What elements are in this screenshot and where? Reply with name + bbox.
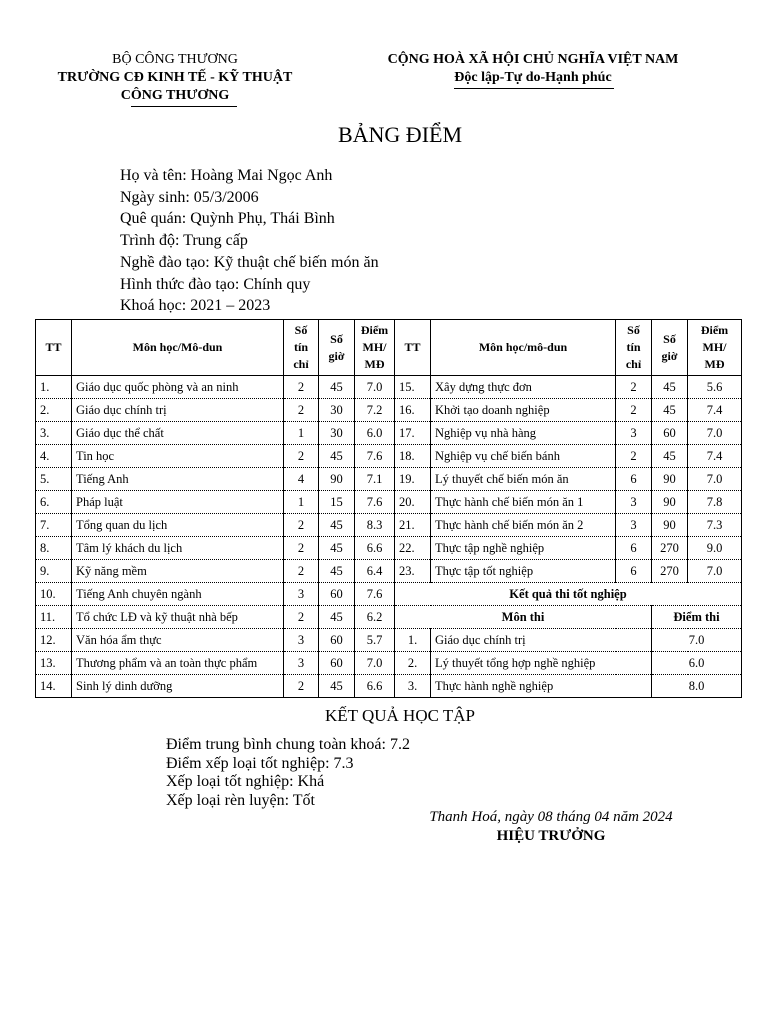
credits-cell: 2 [616, 376, 652, 399]
credits-cell: 2 [284, 514, 319, 537]
score-cell: 6.4 [355, 560, 395, 583]
school-underline [131, 106, 238, 107]
table-row [36, 560, 742, 583]
school-header [20, 51, 330, 105]
hours-cell: 45 [319, 606, 355, 629]
exam-score: 7.0 [652, 629, 742, 652]
score-cell: 5.6 [688, 376, 742, 399]
graduation-col-subject: Môn thi [395, 606, 652, 629]
header-tt-left: TT [36, 320, 72, 376]
credits-cell: 2 [616, 399, 652, 422]
gpa-line: Điểm trung bình chung toàn khoá: 7.2 [166, 736, 410, 753]
credits-cell: 3 [284, 583, 319, 606]
subject-name: Giáo dục quốc phòng và an ninh [72, 376, 284, 399]
subject-name: Thực tập nghề nghiệp [431, 537, 616, 560]
credits-cell: 2 [284, 537, 319, 560]
score-cell: 7.4 [688, 399, 742, 422]
exam-number: 2. [395, 652, 431, 675]
credits-cell: 6 [616, 468, 652, 491]
header-credits-right: Số tín chỉ [616, 320, 652, 376]
score-cell: 6.6 [355, 537, 395, 560]
school-name-line2-label: CÔNG THƯƠNG [120, 88, 230, 103]
hours-cell: 45 [319, 560, 355, 583]
header-score-left: Điểm MH/ MĐ [355, 320, 395, 376]
credits-cell: 1 [284, 491, 319, 514]
graduation-col-score: Điểm thi [652, 606, 742, 629]
row-number: 16. [395, 399, 431, 422]
header-subject-left: Môn học/Mô-dun [72, 320, 284, 376]
header-credits-left: Số tín chỉ [284, 320, 319, 376]
credits-cell: 2 [284, 606, 319, 629]
row-number: 19. [395, 468, 431, 491]
table-row [36, 514, 742, 537]
hours-cell: 15 [319, 491, 355, 514]
subject-name: Giáo dục chính trị [72, 399, 284, 422]
conduct-line: Xếp loại rèn luyện: Tốt [166, 791, 315, 809]
hours-cell: 60 [652, 422, 688, 445]
row-number: 1. [36, 376, 72, 399]
score-cell: 7.8 [688, 491, 742, 514]
student-name: Họ và tên: Hoàng Mai Ngọc Anh [120, 167, 333, 184]
hours-cell: 270 [652, 537, 688, 560]
table-row [36, 675, 742, 698]
row-number: 6. [36, 491, 72, 514]
row-number: 20. [395, 491, 431, 514]
row-number: 14. [36, 675, 72, 698]
credits-cell: 2 [284, 560, 319, 583]
table-row [36, 422, 742, 445]
motto-line [368, 69, 698, 87]
row-number: 22. [395, 537, 431, 560]
subject-name: Giáo dục thể chất [72, 422, 284, 445]
row-number: 18. [395, 445, 431, 468]
hours-cell: 45 [652, 445, 688, 468]
place-date: Thanh Hoá, ngày 08 tháng 04 năm 2024 [429, 809, 673, 825]
exam-subject: Lý thuyết tổng hợp nghề nghiệp [431, 652, 652, 675]
hours-cell: 45 [319, 445, 355, 468]
grad-score-line: Điểm xếp loại tốt nghiệp: 7.3 [166, 754, 354, 772]
hours-cell: 45 [319, 537, 355, 560]
exam-number: 3. [395, 675, 431, 698]
subject-name: Thương phẩm và an toàn thực phẩm [72, 652, 284, 675]
credits-cell: 3 [616, 491, 652, 514]
credits-cell: 2 [616, 445, 652, 468]
student-major: Nghề đào tạo: Kỹ thuật chế biến món ăn [120, 253, 379, 271]
hours-cell: 60 [319, 629, 355, 652]
school-name-line2-text [121, 87, 230, 105]
credits-cell: 6 [616, 537, 652, 560]
table-row [36, 583, 742, 606]
table-row [36, 468, 742, 491]
grad-rank-line: Xếp loại tốt nghiệp: Khá [166, 773, 325, 790]
row-number: 12. [36, 629, 72, 652]
header-score-right: Điểm MH/ MĐ [688, 320, 742, 376]
student-mode: Hình thức đào tạo: Chính quy [120, 275, 311, 293]
hours-cell: 60 [319, 652, 355, 675]
credits-cell: 4 [284, 468, 319, 491]
grades-body [36, 376, 742, 698]
hours-cell: 270 [652, 560, 688, 583]
score-cell: 8.3 [355, 514, 395, 537]
header-tt-right: TT [395, 320, 431, 376]
subject-name: Thực hành chế biến món ăn 2 [431, 514, 616, 537]
signer-role: HIỆU TRƯỞNG [496, 828, 606, 844]
motto-label: Độc lập-Tự do-Hạnh phúc [454, 70, 612, 85]
hours-cell: 30 [319, 422, 355, 445]
hours-cell: 90 [319, 468, 355, 491]
score-cell: 9.0 [688, 537, 742, 560]
score-cell: 7.3 [688, 514, 742, 537]
subject-name: Tổ chức LĐ và kỹ thuật nhà bếp [72, 606, 284, 629]
table-row [36, 606, 742, 629]
table-row [36, 652, 742, 675]
row-number: 8. [36, 537, 72, 560]
hours-cell: 90 [652, 491, 688, 514]
signature-block [400, 808, 702, 846]
score-cell: 7.6 [355, 583, 395, 606]
score-cell: 7.4 [688, 445, 742, 468]
subject-name: Khởi tạo doanh nghiệp [431, 399, 616, 422]
header-hours-right: Số giờ [652, 320, 688, 376]
row-number: 4. [36, 445, 72, 468]
student-course: Khoá học: 2021 – 2023 [120, 297, 271, 315]
score-cell: 7.0 [688, 560, 742, 583]
student-level: Trình độ: Trung cấp [120, 232, 248, 250]
score-cell: 7.2 [355, 399, 395, 422]
subject-name: Xây dựng thực đơn [431, 376, 616, 399]
nation-name: CỘNG HOÀ XÃ HỘI CHỦ NGHĨA VIỆT NAM [387, 52, 679, 67]
school-name-line2 [20, 87, 330, 105]
hours-cell: 90 [652, 514, 688, 537]
credits-cell: 2 [284, 399, 319, 422]
student-hometown: Quê quán: Quỳnh Phụ, Thái Bình [120, 210, 335, 228]
subject-name: Tâm lý khách du lịch [72, 537, 284, 560]
hours-cell: 45 [319, 514, 355, 537]
subject-name: Tổng quan du lịch [72, 514, 284, 537]
nation-header [368, 51, 698, 87]
row-number: 23. [395, 560, 431, 583]
row-number: 13. [36, 652, 72, 675]
exam-score: 6.0 [652, 652, 742, 675]
school-name-line1: TRƯỜNG CĐ KINH TẾ - KỸ THUẬT [57, 70, 293, 85]
hours-cell: 30 [319, 399, 355, 422]
hours-cell: 45 [319, 376, 355, 399]
score-cell: 5.7 [355, 629, 395, 652]
hours-cell: 90 [652, 468, 688, 491]
exam-score: 8.0 [652, 675, 742, 698]
subject-name: Tiếng Anh [72, 468, 284, 491]
results-title: KẾT QUẢ HỌC TẬP [324, 706, 476, 725]
score-cell: 7.0 [355, 652, 395, 675]
header-hours-left: Số giờ [319, 320, 355, 376]
credits-cell: 2 [284, 445, 319, 468]
row-number: 17. [395, 422, 431, 445]
hours-cell: 60 [319, 583, 355, 606]
row-number: 7. [36, 514, 72, 537]
motto-text [454, 69, 611, 87]
credits-cell: 3 [284, 629, 319, 652]
student-dob: Ngày sinh: 05/3/2006 [120, 188, 259, 206]
page-title: BẢNG ĐIỂM [337, 122, 463, 147]
score-cell: 7.1 [355, 468, 395, 491]
table-row [36, 629, 742, 652]
subject-name: Sinh lý dinh dưỡng [72, 675, 284, 698]
table-header-row [36, 320, 742, 376]
exam-subject: Thực hành nghề nghiệp [431, 675, 652, 698]
row-number: 11. [36, 606, 72, 629]
row-number: 5. [36, 468, 72, 491]
graduation-title: Kết quả thi tốt nghiệp [395, 583, 742, 606]
table-row [36, 491, 742, 514]
hours-cell: 45 [319, 675, 355, 698]
credits-cell: 1 [284, 422, 319, 445]
exam-number: 1. [395, 629, 431, 652]
table-row [36, 399, 742, 422]
exam-subject: Giáo dục chính trị [431, 629, 652, 652]
hours-cell: 45 [652, 376, 688, 399]
score-cell: 7.0 [688, 422, 742, 445]
row-number: 15. [395, 376, 431, 399]
subject-name: Lý thuyết chế biến món ăn [431, 468, 616, 491]
row-number: 2. [36, 399, 72, 422]
credits-cell: 2 [284, 675, 319, 698]
ministry-name: BỘ CÔNG THƯƠNG [112, 52, 238, 67]
credits-cell: 3 [616, 422, 652, 445]
subject-name: Thực tập tốt nghiệp [431, 560, 616, 583]
row-number: 3. [36, 422, 72, 445]
row-number: 9. [36, 560, 72, 583]
credits-cell: 3 [284, 652, 319, 675]
score-cell: 7.6 [355, 491, 395, 514]
subject-name: Thực hành chế biến món ăn 1 [431, 491, 616, 514]
score-cell: 6.6 [355, 675, 395, 698]
subject-name: Văn hóa ẩm thực [72, 629, 284, 652]
subject-name: Nghiệp vụ chế biến bánh [431, 445, 616, 468]
subject-name: Nghiệp vụ nhà hàng [431, 422, 616, 445]
score-cell: 7.0 [688, 468, 742, 491]
table-row [36, 445, 742, 468]
row-number: 10. [36, 583, 72, 606]
subject-name: Pháp luật [72, 491, 284, 514]
student-info [120, 165, 379, 317]
results-summary [166, 736, 410, 810]
table-row [36, 376, 742, 399]
subject-name: Kỹ năng mềm [72, 560, 284, 583]
header-subject-right: Môn học/mô-dun [431, 320, 616, 376]
row-number: 21. [395, 514, 431, 537]
score-cell: 6.0 [355, 422, 395, 445]
score-cell: 6.2 [355, 606, 395, 629]
credits-cell: 2 [284, 376, 319, 399]
score-cell: 7.0 [355, 376, 395, 399]
hours-cell: 45 [652, 399, 688, 422]
grades-table [35, 319, 742, 698]
credits-cell: 3 [616, 514, 652, 537]
subject-name: Tiếng Anh chuyên ngành [72, 583, 284, 606]
subject-name: Tin học [72, 445, 284, 468]
score-cell: 7.6 [355, 445, 395, 468]
motto-underline [454, 88, 613, 89]
credits-cell: 6 [616, 560, 652, 583]
table-row [36, 537, 742, 560]
